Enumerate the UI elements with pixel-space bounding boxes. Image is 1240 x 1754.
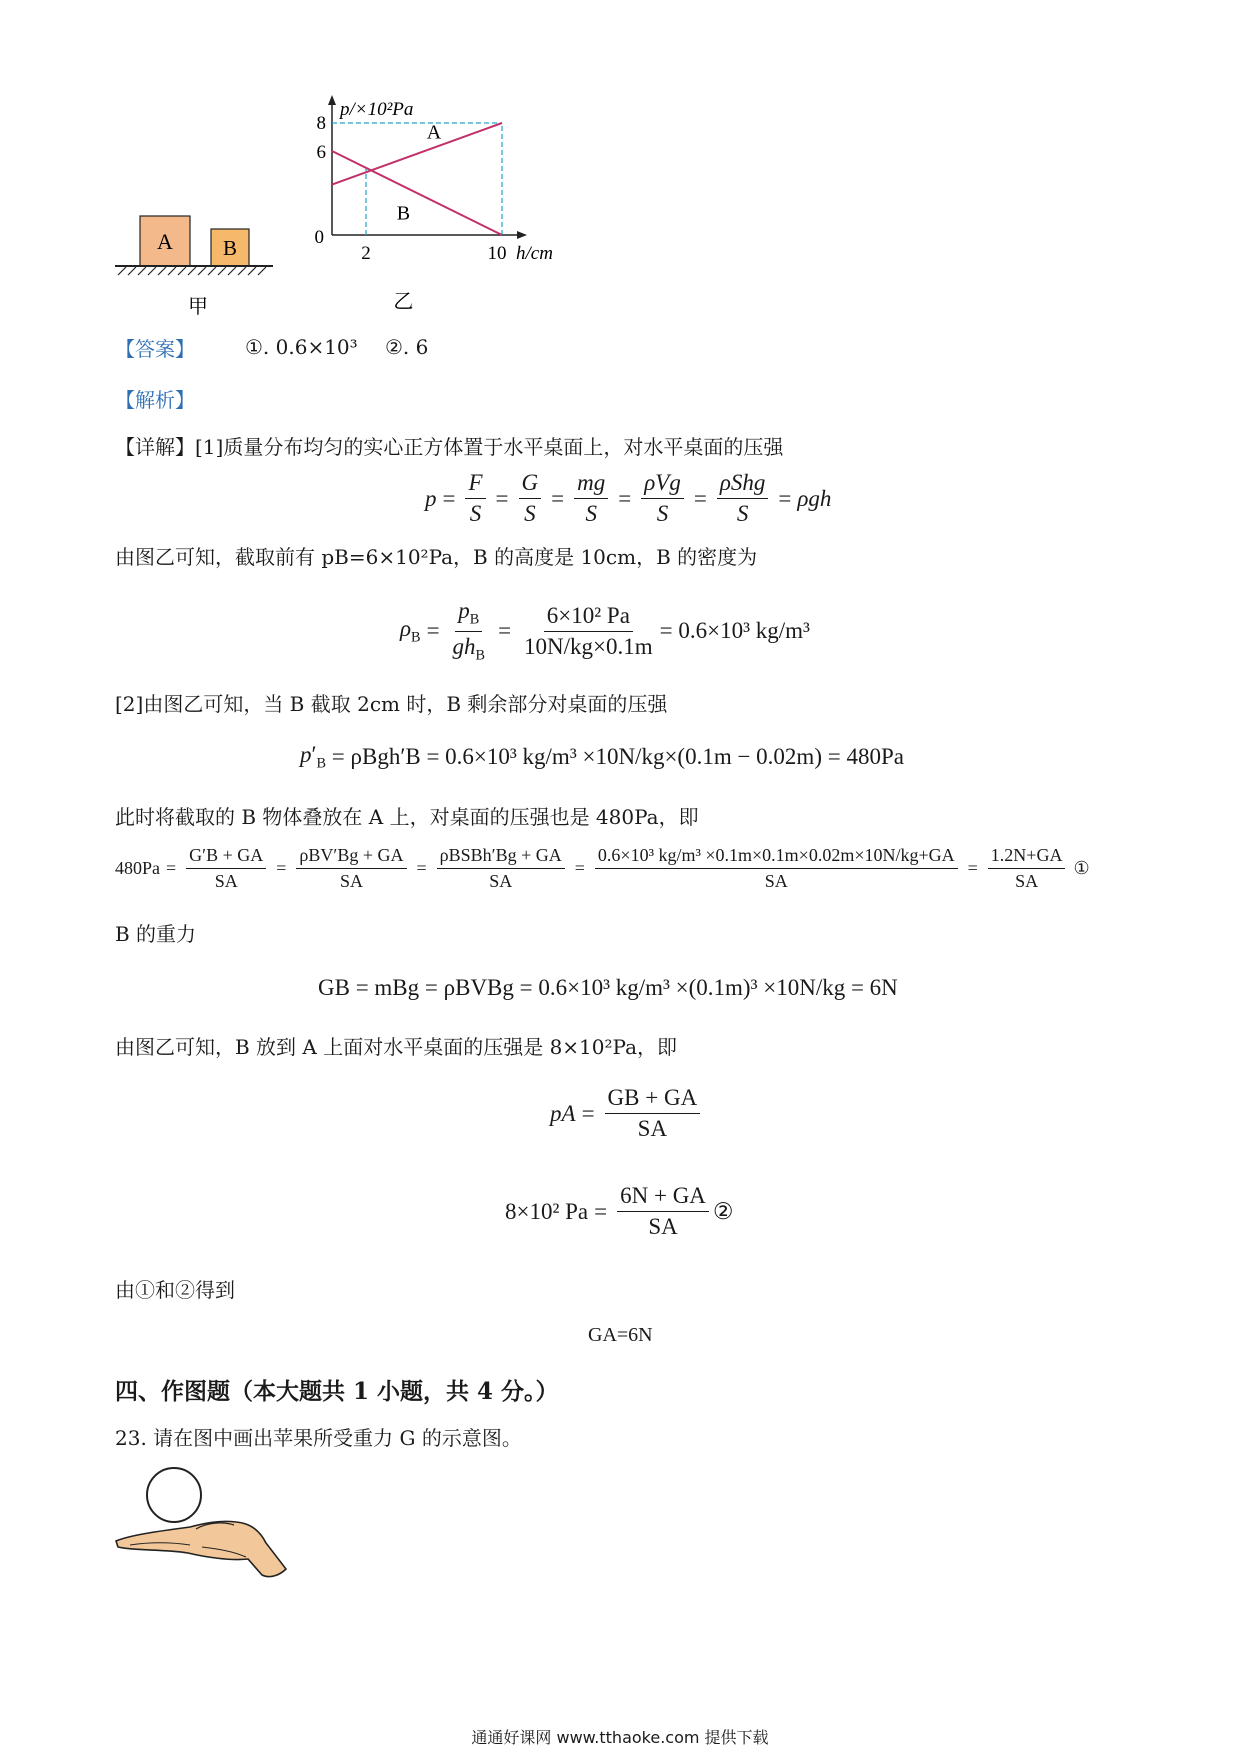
detail-line-7: 由①和②得到 — [115, 1278, 235, 1302]
series-line-a — [332, 123, 502, 185]
eq-8-mark: ② — [712, 1198, 734, 1224]
frac-mg-s: $\frac{mg}{S}$ — [574, 470, 608, 527]
frac-rhoshg-s: $\frac{\text{ρShg}}{S}$ — [717, 470, 769, 527]
figure-jia — [110, 205, 285, 320]
eq-pb-prime-lhs: $p'_B$ — [300, 742, 327, 772]
equation-ga — [588, 1324, 653, 1347]
block-b-label: B — [222, 236, 238, 260]
equation-gb — [318, 975, 898, 1001]
detail-line-4: 此时将截取的 B 物体叠放在 A 上，对桌面的压强也是 480Pa，即 — [115, 805, 699, 829]
series-label-a: A — [426, 121, 442, 144]
frac-pa: $\frac{GB + GA}{SA}$ — [605, 1085, 701, 1142]
frac-g-s: $\frac{G}{S}$ — [519, 470, 542, 527]
eq-pb-prime-rhs: = ρBgh′B = 0.6×10³ kg/m³ ×10N/kg×(0.1m − 0.02m) = 480Pa — [331, 744, 904, 770]
apple-hand-figure — [110, 1465, 300, 1585]
eq-rho-b: $\rho_B$ — [400, 615, 421, 646]
frac-480-5: $\frac{1.2N+GA}{SA}$ — [988, 845, 1066, 892]
y-tick-label-8: 8 — [316, 113, 326, 134]
eq-ga-text: GA=6N — [588, 1324, 653, 1346]
eq-pa-lhs: pA — [550, 1100, 576, 1126]
x-axis-label: h/cm — [516, 243, 553, 264]
series-line-b — [332, 151, 502, 235]
x-tick-label-10: 10 — [487, 243, 507, 264]
detail-line-6: 由图乙可知，B 放到 A 上面对水平桌面的压强是 8×10²Pa，即 — [115, 1035, 678, 1059]
y-axis-label: p/×10²Pa — [340, 99, 414, 120]
detail-tag: 【详解】 — [115, 435, 195, 459]
equation-pressure: p = $\frac{F}{S}$ = $\frac{G}{S}$ = $\frac{mg}{S}$ = $\frac{\text{ρVg}}{S}$ = $\frac{\text{ρShg}}{S}$ = ρgh — [425, 470, 832, 526]
ground-hatching — [118, 267, 266, 275]
eq-480-lhs: 480Pa — [115, 858, 160, 878]
equation-pb-prime — [300, 742, 904, 773]
frac-density-values: $\frac{\text{6×10² Pa}}{10N/kg\times 0.1m}$ — [524, 602, 653, 659]
answer-part-1: ①. 0.6×10³ — [245, 335, 358, 359]
detail-text-1: [1]质量分布均匀的实心正方体置于水平桌面上，对水平桌面的压强 — [195, 435, 784, 459]
frac-8: $\frac{6N + GA}{SA}$ — [617, 1183, 709, 1240]
section-heading: 四、作图题（本大题共 1 小题，共 4 分。） — [115, 1378, 559, 1405]
frac-f-s: $\frac{F}{S}$ — [465, 470, 485, 527]
frac-480-2: $\frac{\text{ρBV′Bg + GA}}{SA}$ — [296, 845, 406, 892]
eq-rhogh: ρgh — [797, 485, 832, 511]
y-axis-arrow — [328, 95, 336, 105]
frac-480-1: $\frac{G'B + GA}{SA}$ — [186, 845, 266, 892]
origin-label: 0 — [314, 227, 324, 248]
eq-p: p — [425, 485, 437, 511]
detail-line-2: 由图乙可知，截取前有 pB=6×10²Pa，B 的高度是 10cm，B 的密度为 — [115, 545, 758, 569]
equation-480pa: 480Pa = $\frac{G'B + GA}{SA}$ = $\frac{\text{ρBV′Bg + GA}}{SA}$ = $\frac{\text{ρBSBh′Bg + GA}}{SA}$ = $\frac{\text{0.6×10³ kg/m³ ×0.1m×0.1m×0.02m×10N/kg+GA}}{SA}$ = $\frac{1.2N+GA}{SA}$ ① — [115, 845, 1090, 891]
answer-tag: 【答案】 — [115, 337, 195, 361]
frac-pb-ghb: $\frac{p_B}{gh_B}$ — [452, 598, 486, 664]
eq-8-lhs: 8×10² Pa — [505, 1198, 589, 1224]
apple — [147, 1468, 201, 1522]
block-a-label: A — [157, 229, 173, 254]
figure-yi-caption: 乙 — [393, 289, 414, 313]
detail-line-1 — [115, 433, 783, 461]
eq-gb-text: GB = mBg = ρBVBg = 0.6×10³ kg/m³ ×(0.1m)³ ×10N/kg = 6N — [318, 975, 898, 1000]
answer-part-2: ②. 6 — [385, 335, 429, 359]
question-23: 23. 请在图中画出苹果所受重力 G 的示意图。 — [115, 1426, 522, 1450]
figure-yi-chart — [310, 95, 610, 325]
figure-jia-caption: 甲 — [188, 294, 208, 318]
equation-density: $\rho_B$ = $\frac{p_B}{gh_B}$ = $\frac{\text{6×10² Pa}}{10N/kg\times 0.1m}$ = 0.6×10³ kg/m³ — [400, 598, 810, 664]
page-footer: 通通好课网 www.tthaoke.com 提供下载 — [471, 1728, 769, 1747]
detail-line-3: [2]由图乙可知，当 B 截取 2cm 时，B 剩余部分对桌面的压强 — [115, 692, 668, 716]
equation-pa: pA = $\frac{GB + GA}{SA}$ — [550, 1085, 704, 1142]
frac-480-3: $\frac{\text{ρBSBh′Bg + GA}}{SA}$ — [437, 845, 565, 892]
series-label-b: B — [396, 202, 411, 225]
detail-line-5: B 的重力 — [115, 922, 197, 946]
x-axis-arrow — [517, 231, 527, 239]
y-tick-label-6: 6 — [316, 142, 326, 163]
frac-rhovg-s: $\frac{\text{ρVg}}{S}$ — [641, 470, 684, 527]
x-tick-label-2: 2 — [361, 243, 371, 264]
hand — [116, 1521, 286, 1576]
frac-480-4: $\frac{\text{0.6×10³ kg/m³ ×0.1m×0.1m×0.02m×10N/kg+GA}}{SA}$ — [595, 845, 958, 892]
analysis-tag: 【解析】 — [115, 388, 195, 412]
eq-density-result: = 0.6×10³ kg/m³ — [659, 618, 810, 644]
equation-8x10: 8×10² Pa = $\frac{6N + GA}{SA}$ ② — [505, 1183, 734, 1239]
eq-480-mark: ① — [1073, 858, 1090, 878]
